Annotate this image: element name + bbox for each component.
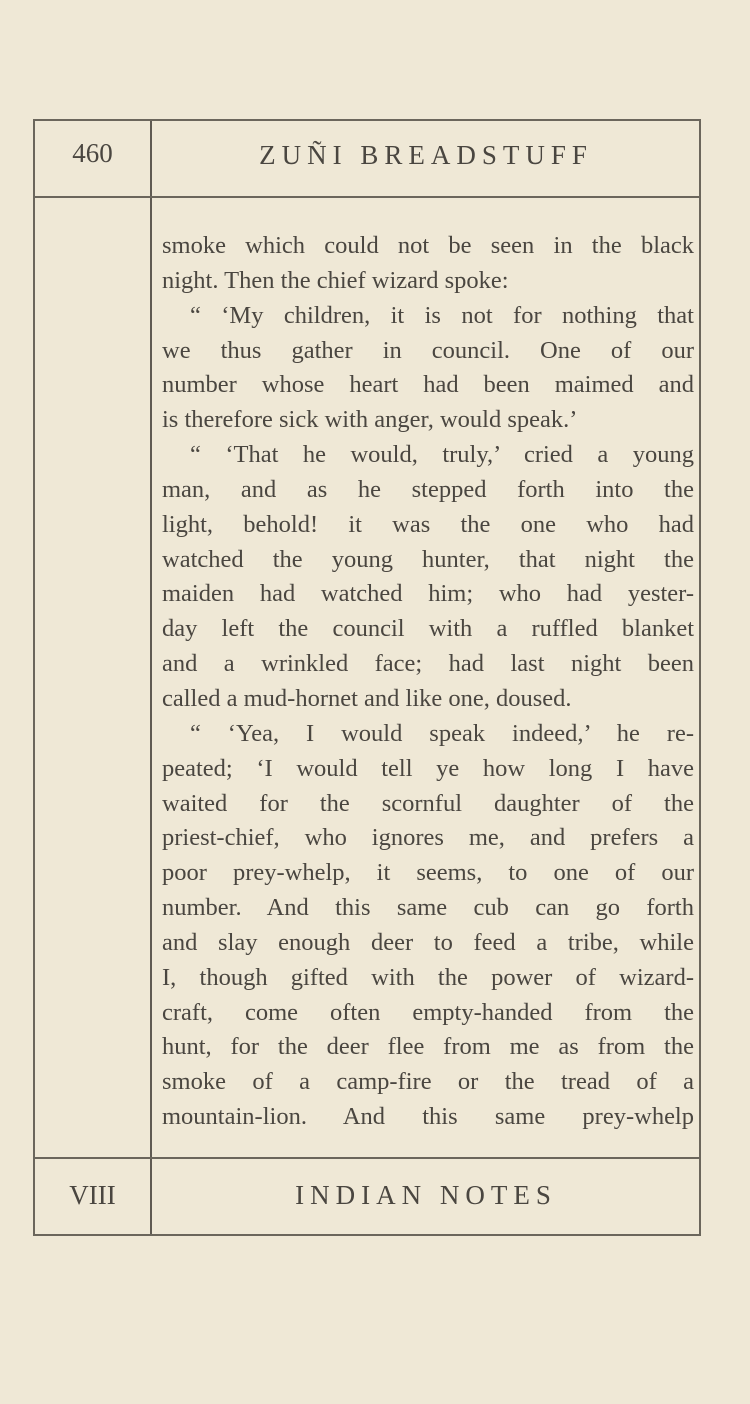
volume-number: VIII: [69, 1180, 116, 1210]
text-line: smoke which could not be seen in the black: [162, 232, 694, 259]
text-line: smoke of a camp-fire or the tread of a: [162, 1068, 694, 1096]
body-text: [162, 229, 694, 1135]
text-line: number whose heart had been maimed and: [162, 371, 694, 399]
footer-rule: [33, 1157, 701, 1159]
text-line: hunt, for the deer flee from me as from the: [162, 1033, 694, 1061]
text-line: is therefore sick with anger, would speak.’: [162, 406, 578, 434]
column-divider: [150, 121, 152, 1234]
text-line: light, behold! it was the one who had: [162, 510, 694, 538]
series-title: INDIAN NOTES: [295, 1180, 557, 1210]
text-line: we thus gather in council. One of our: [162, 336, 694, 364]
text-line: and slay enough deer to feed a tribe, while: [162, 928, 694, 956]
text-line: priest-chief, who ignores me, and prefers a: [162, 824, 694, 852]
text-line: “ ‘That he would, truly,’ cried a young: [190, 441, 694, 469]
text-line: maiden had watched him; who had yester-: [162, 580, 694, 608]
text-line: watched the young hunter, that night the: [162, 545, 694, 573]
text-line: and a wrinkled face; had last night been: [162, 650, 694, 678]
text-line: night. Then the chief wizard spoke:: [162, 266, 509, 294]
text-line: waited for the scornful daughter of the: [162, 789, 694, 817]
text-line: peated; ‘I would tell ye how long I have: [162, 754, 694, 782]
text-line: mountain-lion. And this same prey-whelp: [162, 1103, 694, 1131]
running-title: ZUÑI BREADSTUFF: [259, 140, 593, 170]
text-line: poor prey-whelp, it seems, to one of our: [162, 859, 694, 887]
text-line: day left the council with a ruffled blanket: [162, 615, 694, 643]
text-line: craft, come often empty-handed from the: [162, 998, 694, 1026]
header-rule: [33, 196, 701, 198]
text-line: called a mud-hornet and like one, doused.: [162, 684, 572, 712]
text-line: “ ‘My children, it is not for nothing that: [190, 301, 694, 329]
page-number: 460: [72, 138, 113, 168]
text-line: man, and as he stepped forth into the: [162, 475, 694, 503]
text-line: “ ‘Yea, I would speak indeed,’ he re-: [190, 719, 694, 747]
text-line: number. And this same cub can go forth: [162, 894, 694, 922]
text-line: I, though gifted with the power of wizard-: [162, 963, 694, 991]
